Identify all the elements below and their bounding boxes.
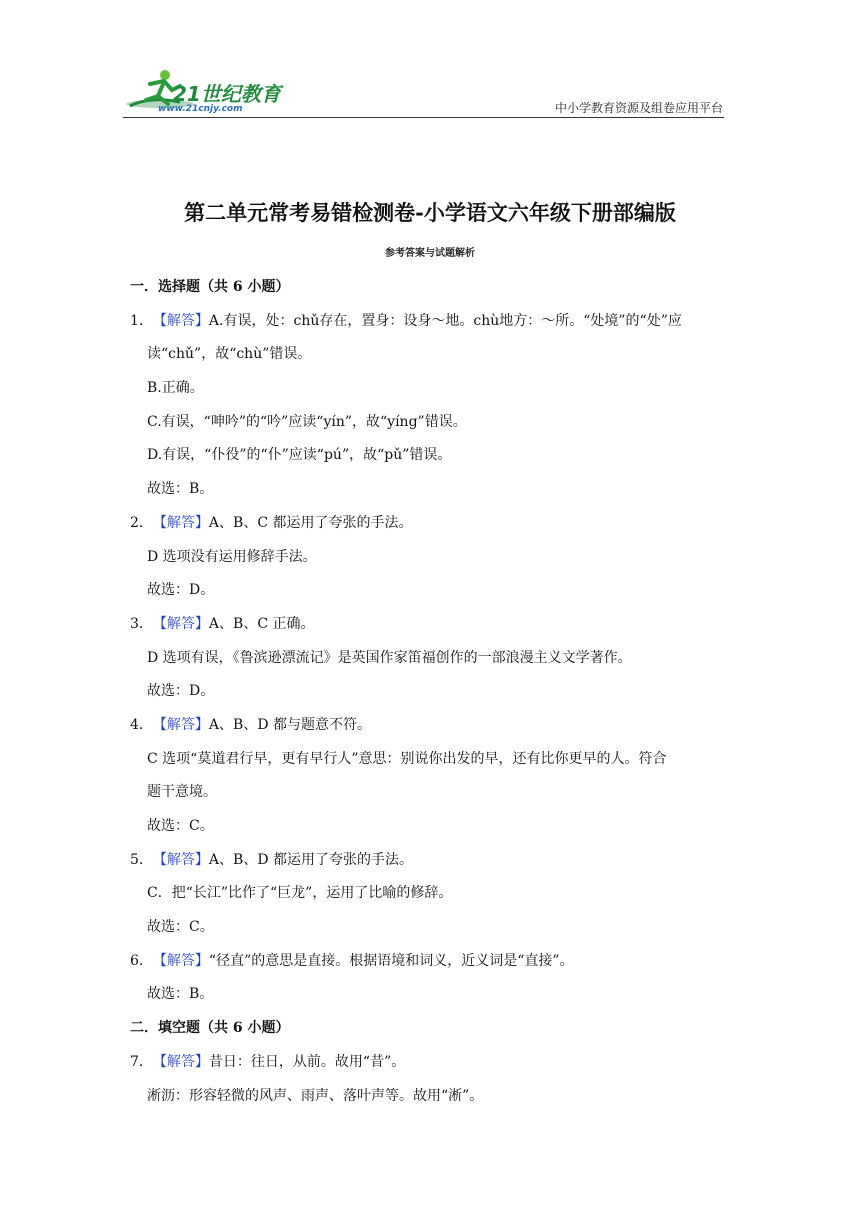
answer-line — [130, 608, 734, 642]
answer-line — [130, 844, 734, 878]
answer-line: 故选：B。 — [147, 481, 214, 498]
document-title: 第二单元常考易错检测卷-小学语文六年级下册部编版 — [184, 200, 676, 225]
answer-line: D.有误，“仆役”的“仆”应读“pú”，故“pǔ”错误。 — [147, 447, 452, 464]
item-number: 6． — [130, 952, 153, 969]
answer-tag: 【解答】 — [152, 716, 209, 733]
answer-tag: 【解答】 — [152, 514, 209, 531]
answer-line: 故选：C。 — [147, 818, 214, 834]
answer-text: A、B、C 都运用了夸张的手法。 — [208, 514, 413, 531]
item-number: 1． — [130, 312, 153, 329]
answer-text: A、B、D 都运用了夸张的手法。 — [208, 851, 413, 868]
answer-line: 淅沥：形容轻微的风声、雨声、落叶声等。故用“淅”。 — [147, 1087, 484, 1104]
answer-line: C 选项“莫道君行早，更有早行人”意思：别说你出发的早，还有比你更早的人。符合 — [147, 750, 667, 767]
page-header — [0, 0, 860, 120]
document-subtitle: 参考答案与试题解析 — [385, 248, 475, 259]
answer-line: 故选：C。 — [147, 919, 214, 936]
answer-line: 故选：B。 — [147, 986, 214, 1003]
answer-line — [130, 305, 734, 339]
item-number: 3． — [130, 615, 153, 632]
answer-text: A、B、C 正确。 — [208, 615, 315, 632]
answer-line: D 选项有误，《鲁滨逊漂流记》是英国作家笛福创作的一部浪漫主义文学著作。 — [147, 649, 632, 666]
item-number: 5． — [130, 851, 153, 868]
answer-line — [130, 709, 734, 743]
answer-tag: 【解答】 — [152, 952, 209, 969]
answer-text: A.有误，处：chǔ存在，置身：设身～地。chù地方：～所。“处境”的“处”应 — [208, 312, 682, 329]
answer-tag: 【解答】 — [152, 851, 209, 868]
answer-line — [130, 945, 734, 979]
answer-line: 读“chǔ”，故“chù”错误。 — [147, 346, 312, 363]
answer-line — [130, 507, 734, 541]
section-heading: 一．选择题（共 6 小题） — [130, 279, 290, 295]
answer-tag: 【解答】 — [152, 312, 209, 329]
answer-line: 故选：D。 — [147, 582, 215, 599]
header-divider — [123, 117, 724, 118]
answer-line: 故选：D。 — [147, 683, 215, 700]
answer-line: D 选项没有运用修辞手法。 — [147, 548, 317, 565]
answer-text: “径直”的意思是直接。根据语境和词义，近义词是“直接”。 — [208, 952, 574, 969]
answer-text: A、B、D 都与题意不符。 — [208, 716, 371, 733]
platform-label: 中小学教育资源及组卷应用平台 — [554, 101, 723, 115]
answer-text: 昔日：往日，从前。故用“昔”。 — [208, 1053, 406, 1070]
answer-line — [130, 1046, 734, 1080]
answer-line: B.正确。 — [147, 380, 204, 397]
logo-url: www.21cnjy.com — [158, 104, 243, 114]
answer-line: 题干意境。 — [147, 784, 217, 801]
item-number: 2． — [130, 514, 153, 531]
answer-line: C.有误，“呻吟”的“吟”应读“yín”，故“yíng”错误。 — [147, 413, 467, 430]
answer-content — [130, 271, 734, 1113]
answer-line: C．把“长江”比作了“巨龙”，运用了比喻的修辞。 — [147, 885, 453, 902]
item-number: 7． — [130, 1053, 153, 1070]
answer-tag: 【解答】 — [152, 615, 209, 632]
item-number: 4． — [130, 716, 153, 733]
section-heading: 二．填空题（共 6 小题） — [130, 1020, 290, 1037]
answer-tag: 【解答】 — [152, 1053, 209, 1070]
logo-text: 21世纪教育 — [173, 82, 281, 106]
